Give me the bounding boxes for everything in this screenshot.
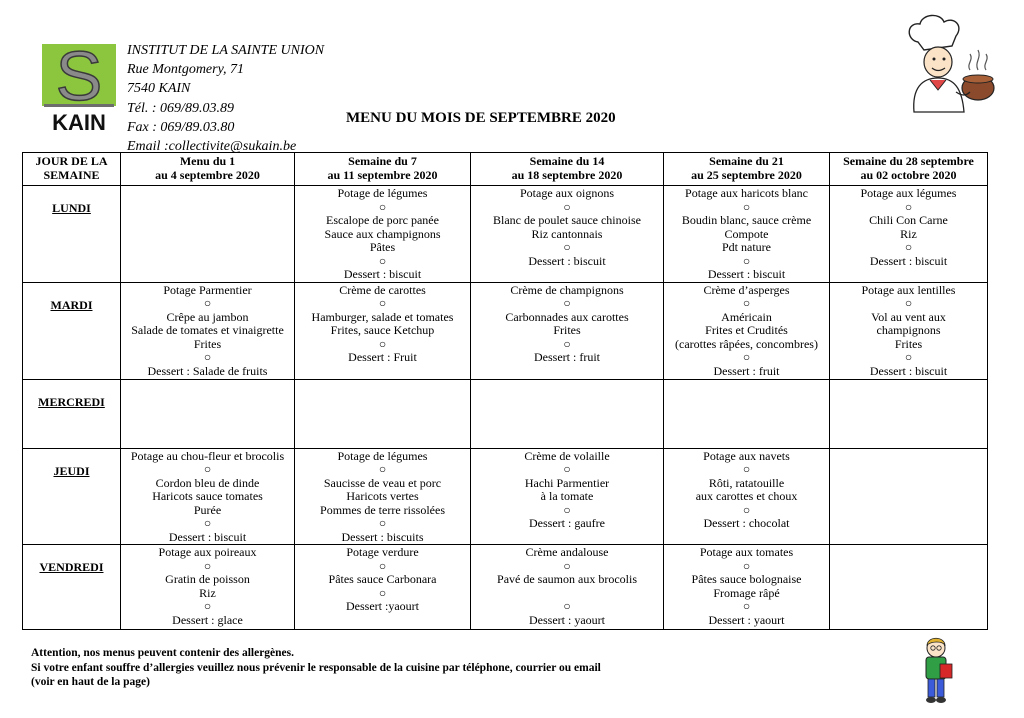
school-city: 7540 KAIN — [127, 81, 191, 97]
allergen-notice — [31, 646, 601, 690]
menu-item: Dessert : biscuit — [528, 253, 606, 268]
allergen-notice-line: (voir en haut de la page) — [31, 676, 150, 688]
menu-item: Frites — [193, 336, 222, 351]
menu-cell — [830, 186, 988, 283]
separator-circle: ○ — [563, 199, 571, 214]
school-address — [127, 41, 324, 156]
menu-item: Dessert : biscuit — [869, 253, 948, 268]
separator-circle: ○ — [378, 296, 387, 310]
separator-circle: ○ — [742, 462, 751, 476]
menu-item: Crème andalouse — [525, 545, 609, 559]
chef-illustration — [900, 12, 1000, 114]
separator-circle: ○ — [563, 599, 571, 613]
menu-cell — [830, 379, 988, 448]
menu-item: Dessert :yaourt — [346, 599, 419, 613]
header-row — [23, 153, 988, 186]
menu-item: Pâtes sauce bolognaise — [691, 572, 802, 586]
menu-item: Crème de carottes — [339, 282, 426, 297]
menu-item: Potage aux poireaux — [158, 545, 257, 559]
menu-item: Crème d’asperges — [703, 282, 790, 297]
menu-item: Dessert : chocolat — [703, 516, 790, 530]
menu-item: Riz cantonnais — [531, 226, 603, 241]
separator-circle: ○ — [378, 585, 387, 600]
page-title: MENU DU MOIS DE SEPTEMBRE 2020 — [346, 110, 616, 126]
menu-item: Pavé de saumon aux brocolis — [497, 572, 637, 586]
day-label: JEUDI — [23, 448, 121, 545]
menu-item: Dessert : fruit — [713, 363, 780, 378]
menu-item: Dessert : biscuit — [869, 363, 948, 378]
menu-item: Américain — [721, 309, 772, 324]
menu-item: Boudin blanc, sauce crème — [681, 213, 812, 227]
menu-item: Frites et Crudités — [705, 323, 788, 337]
menu-cell — [295, 379, 471, 448]
menu-row-jeudi — [23, 448, 988, 545]
menu-item: Potage de légumes — [337, 448, 428, 463]
day-label: MERCREDI — [23, 379, 121, 448]
child-illustration — [918, 634, 958, 706]
day-label: VENDREDI — [23, 545, 121, 630]
menu-item: Dessert : biscuit — [168, 529, 247, 544]
menu-item: Dessert : fruit — [534, 350, 600, 364]
menu-item: Hamburger, salade et tomates — [311, 309, 454, 324]
menu-item: Cordon bleu de dinde — [155, 475, 260, 490]
menu-item: Potage aux navets — [703, 448, 790, 463]
menu-cell — [295, 282, 471, 379]
header-week-2: Semaine du 7 au 11 septembre 2020 — [295, 153, 471, 186]
menu-cell — [664, 448, 830, 545]
menu-cell — [295, 545, 471, 630]
menu-cell — [295, 448, 471, 545]
menu-item: Potage Parmentier — [163, 282, 252, 297]
menu-item: à la tomate — [540, 489, 594, 503]
separator-circle: ○ — [742, 253, 751, 268]
menu-row-mercredi — [23, 379, 988, 448]
menu-cell — [830, 545, 988, 630]
school-phone: Tél. : 069/89.03.89 — [127, 100, 234, 116]
menu-item: Crêpe au jambon — [166, 309, 249, 324]
menu-item: Pdt nature — [722, 240, 771, 254]
menu-cell — [121, 545, 295, 630]
separator-circle: ○ — [904, 199, 913, 214]
menu-item: Frites — [553, 323, 581, 337]
menu-item: Dessert : Salade de fruits — [147, 363, 268, 378]
day-label: LUNDI — [23, 186, 121, 283]
menu-cell — [471, 448, 664, 545]
menu-item: Potage de légumes — [337, 186, 428, 200]
menu-item: Dessert : Fruit — [348, 350, 417, 364]
school-fax: Fax : 069/89.03.80 — [127, 119, 235, 135]
menu-item: Crème de champignons — [510, 282, 624, 297]
menu-item: Dessert : yaourt — [708, 612, 785, 627]
menu-item: Purée — [193, 502, 222, 517]
menu-cell — [471, 186, 664, 283]
menu-row-lundi — [23, 186, 988, 283]
menu-item: Dessert : yaourt — [529, 612, 605, 627]
menu-cell — [471, 282, 664, 379]
menu-cell — [830, 282, 988, 379]
separator-circle: ○ — [203, 558, 212, 573]
menu-item: champignons — [876, 323, 941, 337]
separator-circle: ○ — [742, 199, 751, 214]
menu-item: Dessert : biscuit — [343, 267, 422, 281]
separator-circle: ○ — [563, 502, 571, 517]
separator-circle: ○ — [378, 558, 387, 573]
menu-row-mardi — [23, 282, 988, 379]
menu-item: Compote — [724, 226, 769, 241]
menu-item: Chili Con Carne — [869, 213, 948, 227]
menu-item: Haricots vertes — [346, 489, 419, 503]
menu-cell — [121, 186, 295, 283]
menu-table — [22, 152, 988, 630]
menu-item: Potage aux légumes — [860, 186, 957, 200]
menu-item: Dessert : gaufre — [529, 516, 605, 530]
separator-circle: ○ — [742, 350, 751, 364]
separator-circle: ○ — [563, 240, 571, 254]
menu-item: Riz — [900, 226, 917, 241]
menu-item: Dessert : biscuit — [707, 267, 786, 281]
logo-name: KAIN — [52, 110, 106, 132]
menu-cell — [121, 448, 295, 545]
menu-item: Dessert : biscuits — [341, 529, 424, 544]
menu-item: Frites, sauce Ketchup — [330, 323, 435, 337]
separator-circle: ○ — [203, 462, 212, 476]
header-week-4: Semaine du 21 au 25 septembre 2020 — [664, 153, 830, 186]
menu-item: Dessert : glace — [172, 612, 243, 627]
menu-item: Pâtes — [369, 240, 396, 254]
menu-item: Riz — [199, 585, 216, 600]
separator-circle: ○ — [563, 296, 571, 310]
menu-item: Salade de tomates et vinaigrette — [131, 323, 284, 337]
school-name: INSTITUT DE LA SAINTE UNION — [127, 43, 325, 58]
header-week-3: Semaine du 14 au 18 septembre 2020 — [471, 153, 664, 186]
menu-item: Potage aux haricots blanc — [685, 186, 808, 200]
menu-item: Potage aux oignons — [520, 186, 614, 200]
separator-circle: ○ — [203, 599, 212, 613]
school-street: Rue Montgomery, 71 — [127, 62, 245, 78]
school-logo — [38, 42, 120, 132]
separator-circle: ○ — [742, 599, 751, 613]
separator-circle: ○ — [742, 558, 751, 573]
menu-item: Rôti, ratatouille — [708, 475, 785, 490]
separator-circle: ○ — [742, 296, 751, 310]
separator-circle: ○ — [904, 240, 913, 254]
day-label: MARDI — [23, 282, 121, 379]
menu-item: Carbonnades aux carottes — [505, 309, 629, 324]
menu-cell — [295, 186, 471, 283]
menu-cell — [664, 379, 830, 448]
separator-circle: ○ — [378, 516, 387, 530]
menu-item: Sauce aux champignons — [324, 226, 441, 241]
menu-item: Potage aux lentilles — [861, 282, 956, 297]
menu-item: Saucisse de veau et porc — [323, 475, 442, 490]
allergen-notice-line: Si votre enfant souffre d’allergies veuillez nous prévenir le responsable de la cuisine par téléphone, courrier ou email — [31, 661, 601, 674]
menu-row-vendredi — [23, 545, 988, 630]
separator-circle: ○ — [742, 502, 751, 517]
menu-item: Haricots sauce tomates — [152, 489, 263, 503]
separator-circle: ○ — [203, 296, 212, 310]
separator-circle: ○ — [904, 296, 913, 310]
menu-cell — [471, 545, 664, 630]
menu-item — [473, 587, 661, 601]
menu-cell — [664, 282, 830, 379]
menu-cell — [664, 545, 830, 630]
menu-item: Potage aux tomates — [699, 545, 794, 559]
menu-item: Blanc de poulet sauce chinoise — [493, 213, 641, 227]
separator-circle: ○ — [904, 350, 913, 364]
separator-circle: ○ — [378, 253, 387, 268]
menu-cell — [830, 448, 988, 545]
menu-item: Pommes de terre rissolées — [320, 502, 445, 517]
separator-circle: ○ — [378, 462, 387, 476]
menu-item: Fromage râpé — [713, 585, 780, 600]
menu-item: Potage au chou-fleur et brocolis — [130, 448, 285, 463]
school-email: Email :collectivite@sukain.be — [127, 139, 297, 155]
menu-item: Gratin de poisson — [165, 572, 250, 586]
menu-item: Hachi Parmentier — [524, 475, 610, 490]
menu-item: Crème de volaille — [524, 448, 610, 463]
menu-item: Frites — [894, 336, 923, 351]
menu-item: (carottes râpées, concombres) — [675, 336, 818, 351]
separator-circle: ○ — [203, 516, 212, 530]
separator-circle: ○ — [563, 336, 571, 351]
header-day-column: JOUR DE LA SEMAINE — [23, 153, 121, 186]
menu-cell — [121, 379, 295, 448]
separator-circle: ○ — [378, 336, 387, 351]
separator-circle: ○ — [563, 558, 571, 573]
header-week-1: Menu du 1 au 4 septembre 2020 — [121, 153, 295, 186]
menu-item: aux carottes et choux — [695, 489, 798, 503]
menu-item: Potage verdure — [346, 545, 419, 559]
menu-cell — [664, 186, 830, 283]
allergen-notice-line: Attention, nos menus peuvent contenir des allergènes. — [31, 647, 295, 659]
menu-cell — [121, 282, 295, 379]
header-week-5: Semaine du 28 septembre au 02 octobre 2020 — [830, 153, 988, 186]
menu-item: Escalope de porc panée — [326, 213, 439, 227]
menu-item: Pâtes sauce Carbonara — [328, 572, 437, 586]
menu-cell — [471, 379, 664, 448]
separator-circle: ○ — [563, 462, 571, 476]
separator-circle: ○ — [203, 350, 212, 364]
separator-circle: ○ — [378, 199, 387, 214]
logo-letter: S — [55, 42, 103, 115]
menu-item: Vol au vent aux — [871, 309, 946, 324]
